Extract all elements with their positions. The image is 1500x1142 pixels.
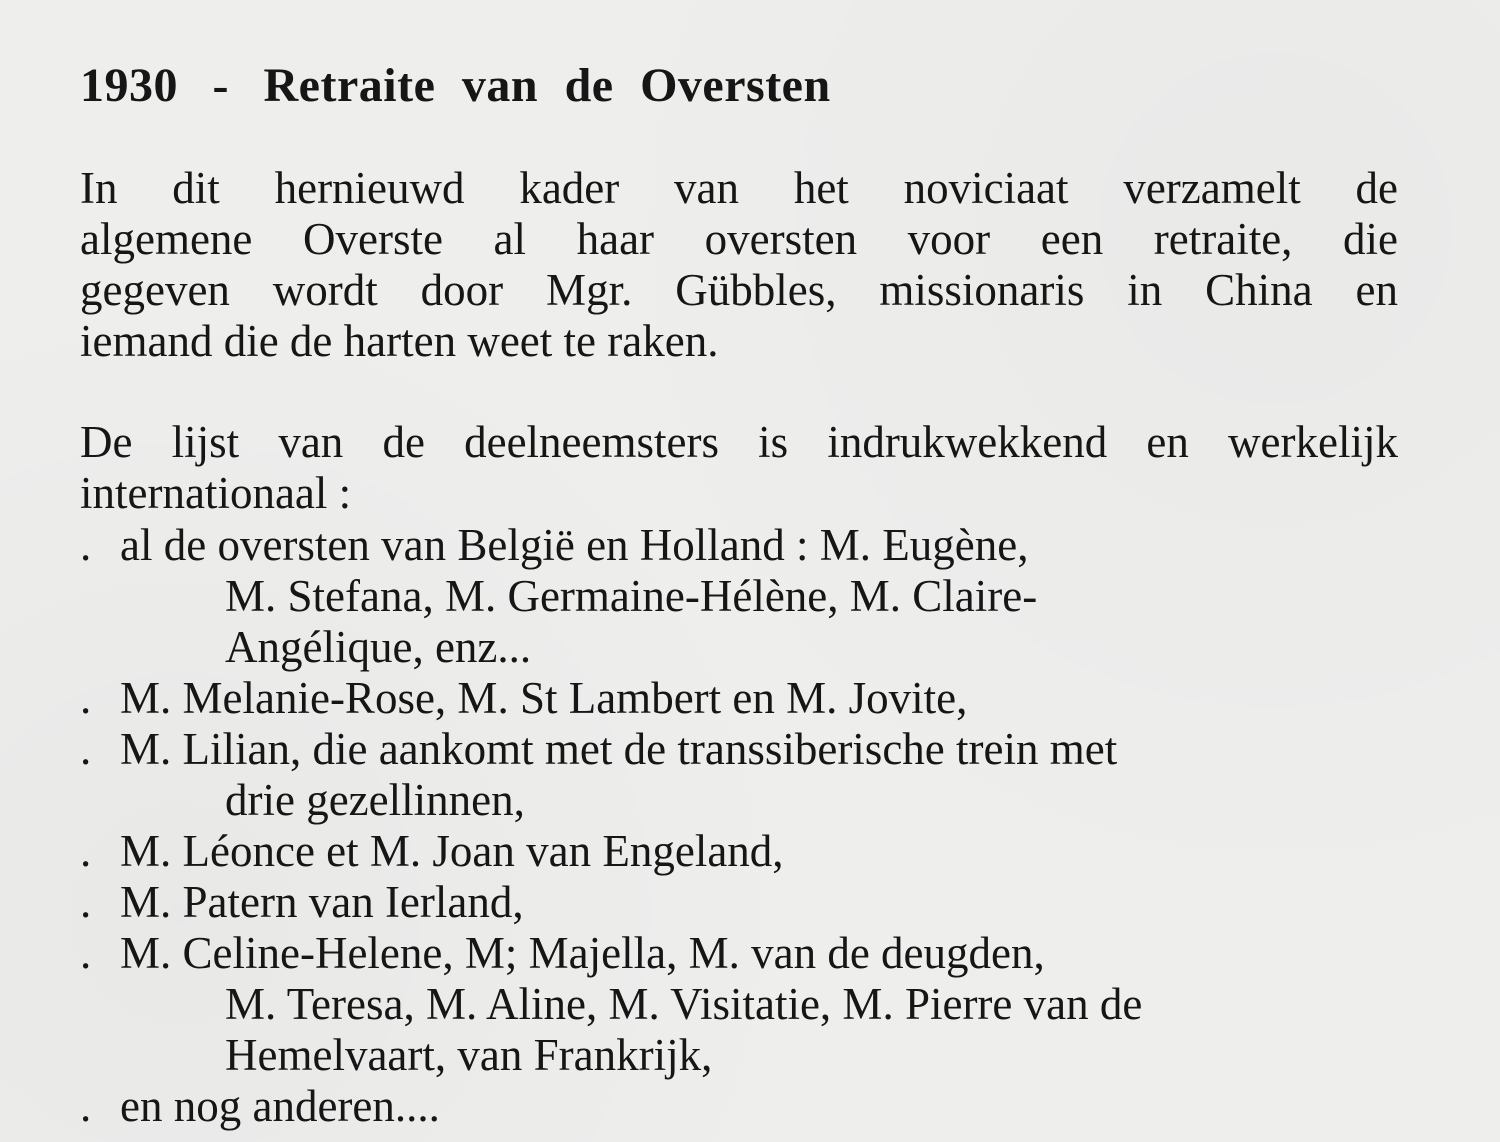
list-item-first-line: [80, 928, 1410, 979]
list-bullet: .: [80, 877, 92, 927]
list-item-first-line: [80, 826, 1410, 877]
list-bullet: .: [80, 826, 92, 876]
list-item-first-line: [80, 724, 1410, 775]
list-item-first-line: [80, 1081, 1410, 1132]
title-text: Retraite van de Oversten: [263, 59, 831, 112]
list-item-first-line: [80, 877, 1410, 928]
title-separator: -: [212, 59, 229, 112]
list-item: [80, 520, 1410, 673]
list-item: [80, 877, 1410, 928]
list-item-continuation: Hemelvaart, van Frankrijk,: [225, 1030, 713, 1080]
title-year: 1930: [80, 59, 178, 112]
list-item-text: M. Léonce et M. Joan van Engeland,: [120, 826, 784, 876]
list-item-text: M. Melanie-Rose, M. St Lambert en M. Jovite,: [120, 673, 968, 723]
list-item: [80, 1081, 1410, 1132]
list-item-text: M. Patern van Ierland,: [120, 877, 524, 927]
list-item-continuation: M. Teresa, M. Aline, M. Visitatie, M. Pierre van de: [225, 979, 1143, 1029]
list-item: [80, 928, 1410, 1081]
list-bullet: .: [80, 520, 92, 570]
paragraph-line: De lijst van de deelneemsters is indrukwekkend en werkelijk: [80, 417, 1398, 467]
list-item-first-line: [80, 673, 1410, 724]
list-item: [80, 826, 1410, 877]
list-item-text: M. Lilian, die aankomt met de transsiberische trein met: [120, 724, 1118, 774]
participants-paragraph: [80, 417, 1398, 519]
list-bullet: .: [80, 928, 92, 978]
participants-list: [80, 520, 1410, 1132]
list-bullet: .: [80, 673, 92, 723]
paragraph-line: internationaal :: [80, 468, 352, 518]
list-bullet: .: [80, 1081, 92, 1131]
list-item-continuation: drie gezellinnen,: [225, 775, 525, 825]
document-title: [80, 56, 831, 116]
list-item-first-line: [80, 520, 1410, 571]
paragraph-line: In dit hernieuwd kader van het noviciaat verzamelt de: [80, 163, 1398, 213]
paragraph-line: iemand die de harten weet te raken.: [80, 316, 719, 366]
list-item-text: al de oversten van België en Holland : M. Eugène,: [120, 520, 1029, 570]
paragraph-line: algemene Overste al haar oversten voor een retraite, die: [80, 214, 1398, 264]
intro-paragraph: [80, 163, 1398, 367]
list-bullet: .: [80, 724, 92, 774]
list-item: [80, 724, 1410, 826]
paragraph-line: gegeven wordt door Mgr. Gübbles, missionaris in China en: [80, 265, 1398, 315]
list-item-continuation: M. Stefana, M. Germaine-Hélène, M. Claire-: [225, 571, 1038, 621]
list-item-text: M. Celine-Helene, M; Majella, M. van de deugden,: [120, 928, 1045, 978]
list-item-continuation: Angélique, enz...: [225, 622, 532, 672]
list-item: [80, 673, 1410, 724]
list-item-text: en nog anderen....: [120, 1081, 440, 1131]
